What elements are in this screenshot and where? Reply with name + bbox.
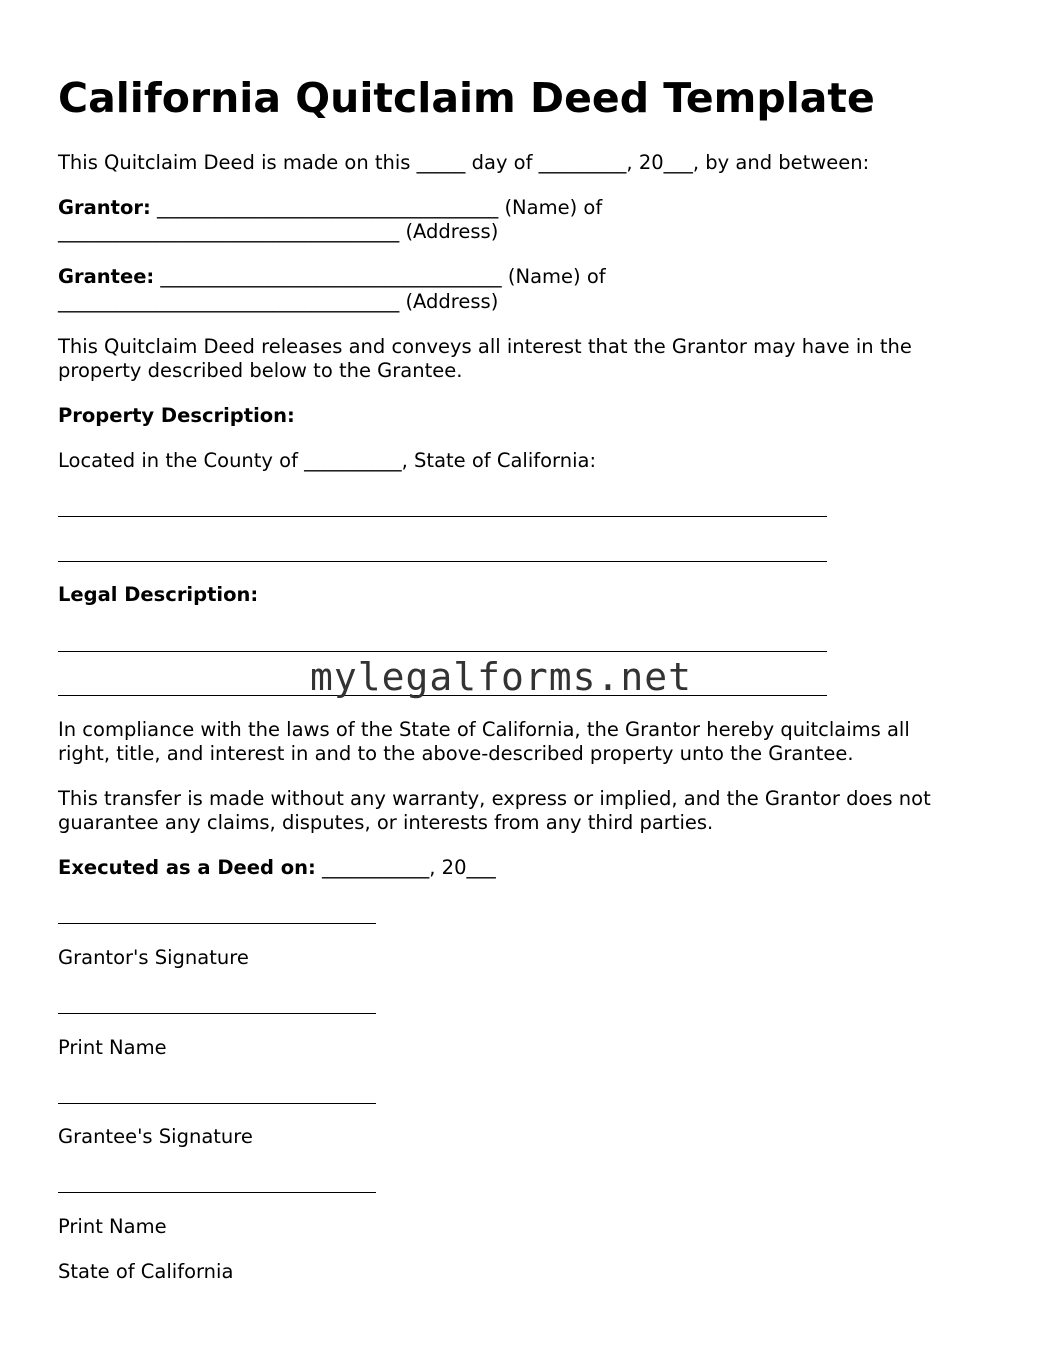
state-footer: State of California <box>58 1260 234 1283</box>
executed-label: Executed as a Deed on: <box>58 856 316 879</box>
grantee-signature-label: Grantee's Signature <box>58 1125 253 1148</box>
release-text-line-2: property described below to the Grantee. <box>58 359 463 382</box>
property-blank-line-2 <box>58 561 827 562</box>
grantee-address-line: ___________________________________ (Address) <box>58 290 499 313</box>
grantor-address-line: ___________________________________ (Address) <box>58 220 499 243</box>
grantor-name-line <box>58 196 602 220</box>
legal-blank-line-1 <box>58 651 827 652</box>
grantee-label: Grantee: <box>58 265 155 288</box>
grantor-signature-label: Grantor's Signature <box>58 946 249 969</box>
warranty-text-line-2: guarantee any claims, disputes, or interests from any third parties. <box>58 811 714 834</box>
grantee-name-field: ___________________________________ (Name) of <box>154 265 606 288</box>
warranty-text-line-1: This transfer is made without any warranty, express or implied, and the Grantor does not <box>58 787 931 810</box>
executed-line <box>58 856 496 880</box>
grantor-signature-blank <box>58 923 376 924</box>
grantee-print-name-blank <box>58 1192 376 1193</box>
county-line: Located in the County of __________, State of California: <box>58 449 597 472</box>
grantor-print-name-blank <box>58 1013 376 1014</box>
grantee-signature-blank <box>58 1103 376 1104</box>
document-title: California Quitclaim Deed Template <box>58 74 875 122</box>
grantee-name-line <box>58 265 606 289</box>
watermark-text: mylegalforms.net <box>310 655 693 699</box>
grantor-label: Grantor: <box>58 196 151 219</box>
legal-description-heading: Legal Description: <box>58 583 259 606</box>
grantor-name-field: ___________________________________ (Name) of <box>150 196 603 219</box>
release-text-line-1: This Quitclaim Deed releases and conveys all interest that the Grantor may have in the <box>58 335 912 358</box>
compliance-text-line-2: right, title, and interest in and to the above-described property unto the Grantee. <box>58 742 854 765</box>
property-description-heading: Property Description: <box>58 404 295 427</box>
intro-text: This Quitclaim Deed is made on this _____ day of _________, 20___, by and between: <box>58 151 870 174</box>
executed-date-field: ___________, 20___ <box>315 856 496 879</box>
grantor-print-name-label: Print Name <box>58 1036 167 1059</box>
property-blank-line-1 <box>58 516 827 517</box>
compliance-text-line-1: In compliance with the laws of the State of California, the Grantor hereby quitclaims all <box>58 718 910 741</box>
grantee-print-name-label: Print Name <box>58 1215 167 1238</box>
